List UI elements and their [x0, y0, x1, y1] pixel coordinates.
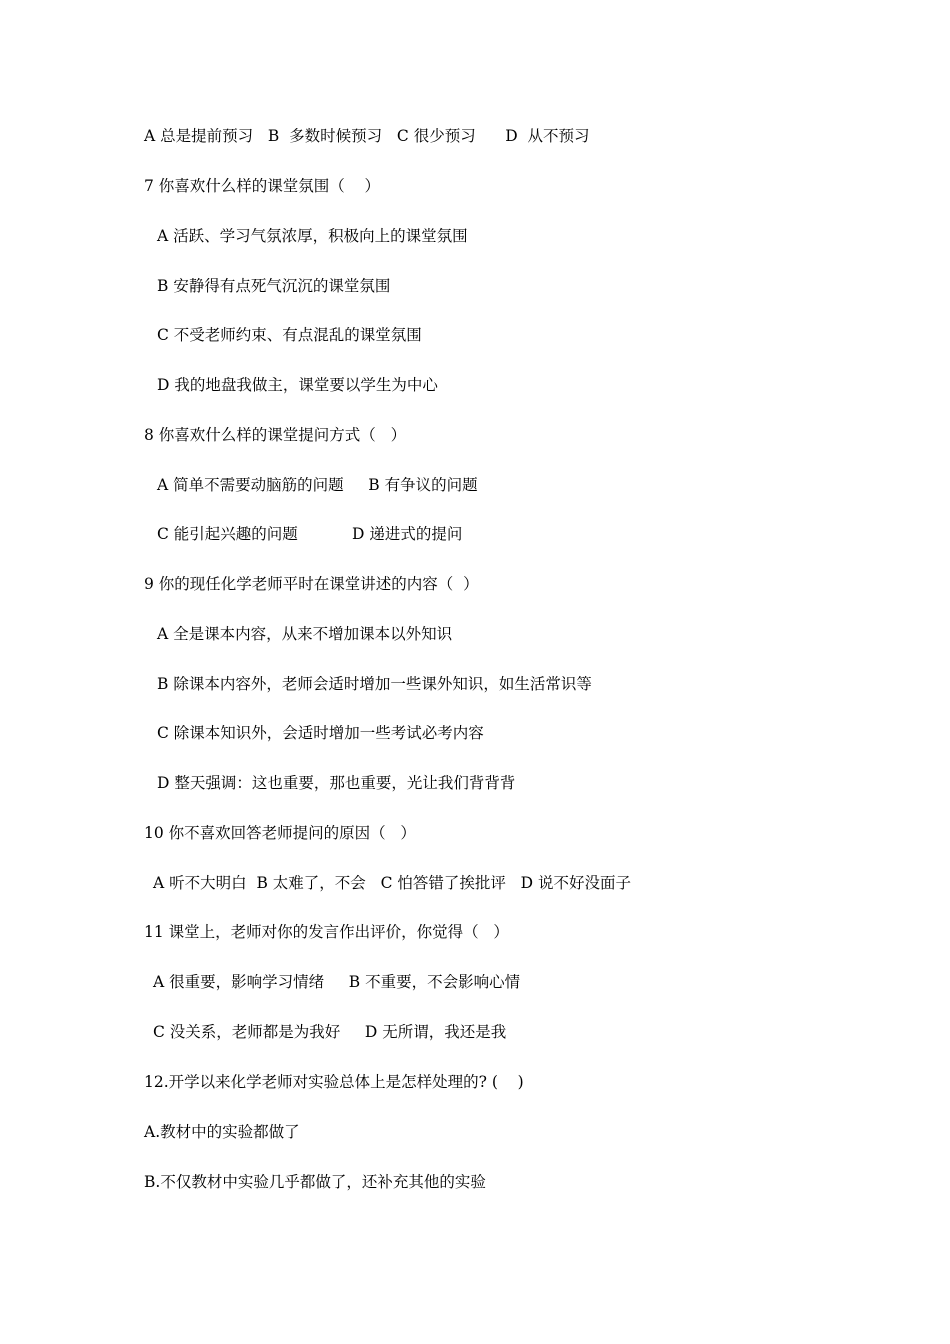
q8-question: 8 你喜欢什么样的课堂提问方式（ ）: [144, 426, 407, 444]
q10-question: 10 你不喜欢回答老师提问的原因（ ）: [144, 824, 416, 842]
q8-options-ab: A 简单不需要动脑筋的问题 B 有争议的问题: [157, 476, 478, 494]
q9-option-d: D 整天强调：这也重要，那也重要，光让我们背背背: [157, 774, 516, 792]
q9-option-c: C 除课本知识外，会适时增加一些考试必考内容: [157, 724, 484, 742]
q7-question: 7 你喜欢什么样的课堂氛围（ ）: [144, 177, 380, 195]
q7-option-d: D 我的地盘我做主，课堂要以学生为中心: [157, 376, 438, 394]
q9-question: 9 你的现任化学老师平时在课堂讲述的内容（ ）: [144, 575, 479, 593]
q7-option-b: B 安静得有点死气沉沉的课堂氛围: [157, 277, 391, 295]
q12-question: 12.开学以来化学老师对实验总体上是怎样处理的? ( ): [144, 1073, 524, 1091]
q12-option-a: A.教材中的实验都做了: [144, 1123, 300, 1141]
q11-options-cd: C 没关系，老师都是为我好 D 无所谓，我还是我: [153, 1023, 507, 1041]
q7-option-a: A 活跃、学习气氛浓厚，积极向上的课堂氛围: [157, 227, 468, 245]
q9-option-b: B 除课本内容外，老师会适时增加一些课外知识，如生活常识等: [157, 675, 592, 693]
q10-options: A 听不大明白 B 太难了，不会 C 怕答错了挨批评 D 说不好没面子: [153, 874, 631, 892]
q11-options-ab: A 很重要，影响学习情绪 B 不重要，不会影响心情: [153, 973, 521, 991]
q11-question: 11 课堂上，老师对你的发言作出评价，你觉得（ ）: [144, 923, 509, 941]
q7-option-c: C 不受老师约束、有点混乱的课堂氛围: [157, 326, 422, 344]
q9-option-a: A 全是课本内容，从来不增加课本以外知识: [157, 625, 453, 643]
q6-options: A 总是提前预习 B 多数时候预习 C 很少预习 D 从不预习: [144, 127, 590, 145]
q8-options-cd: C 能引起兴趣的问题 D 递进式的提问: [157, 525, 463, 543]
q12-option-b: B.不仅教材中实验几乎都做了，还补充其他的实验: [144, 1173, 486, 1191]
